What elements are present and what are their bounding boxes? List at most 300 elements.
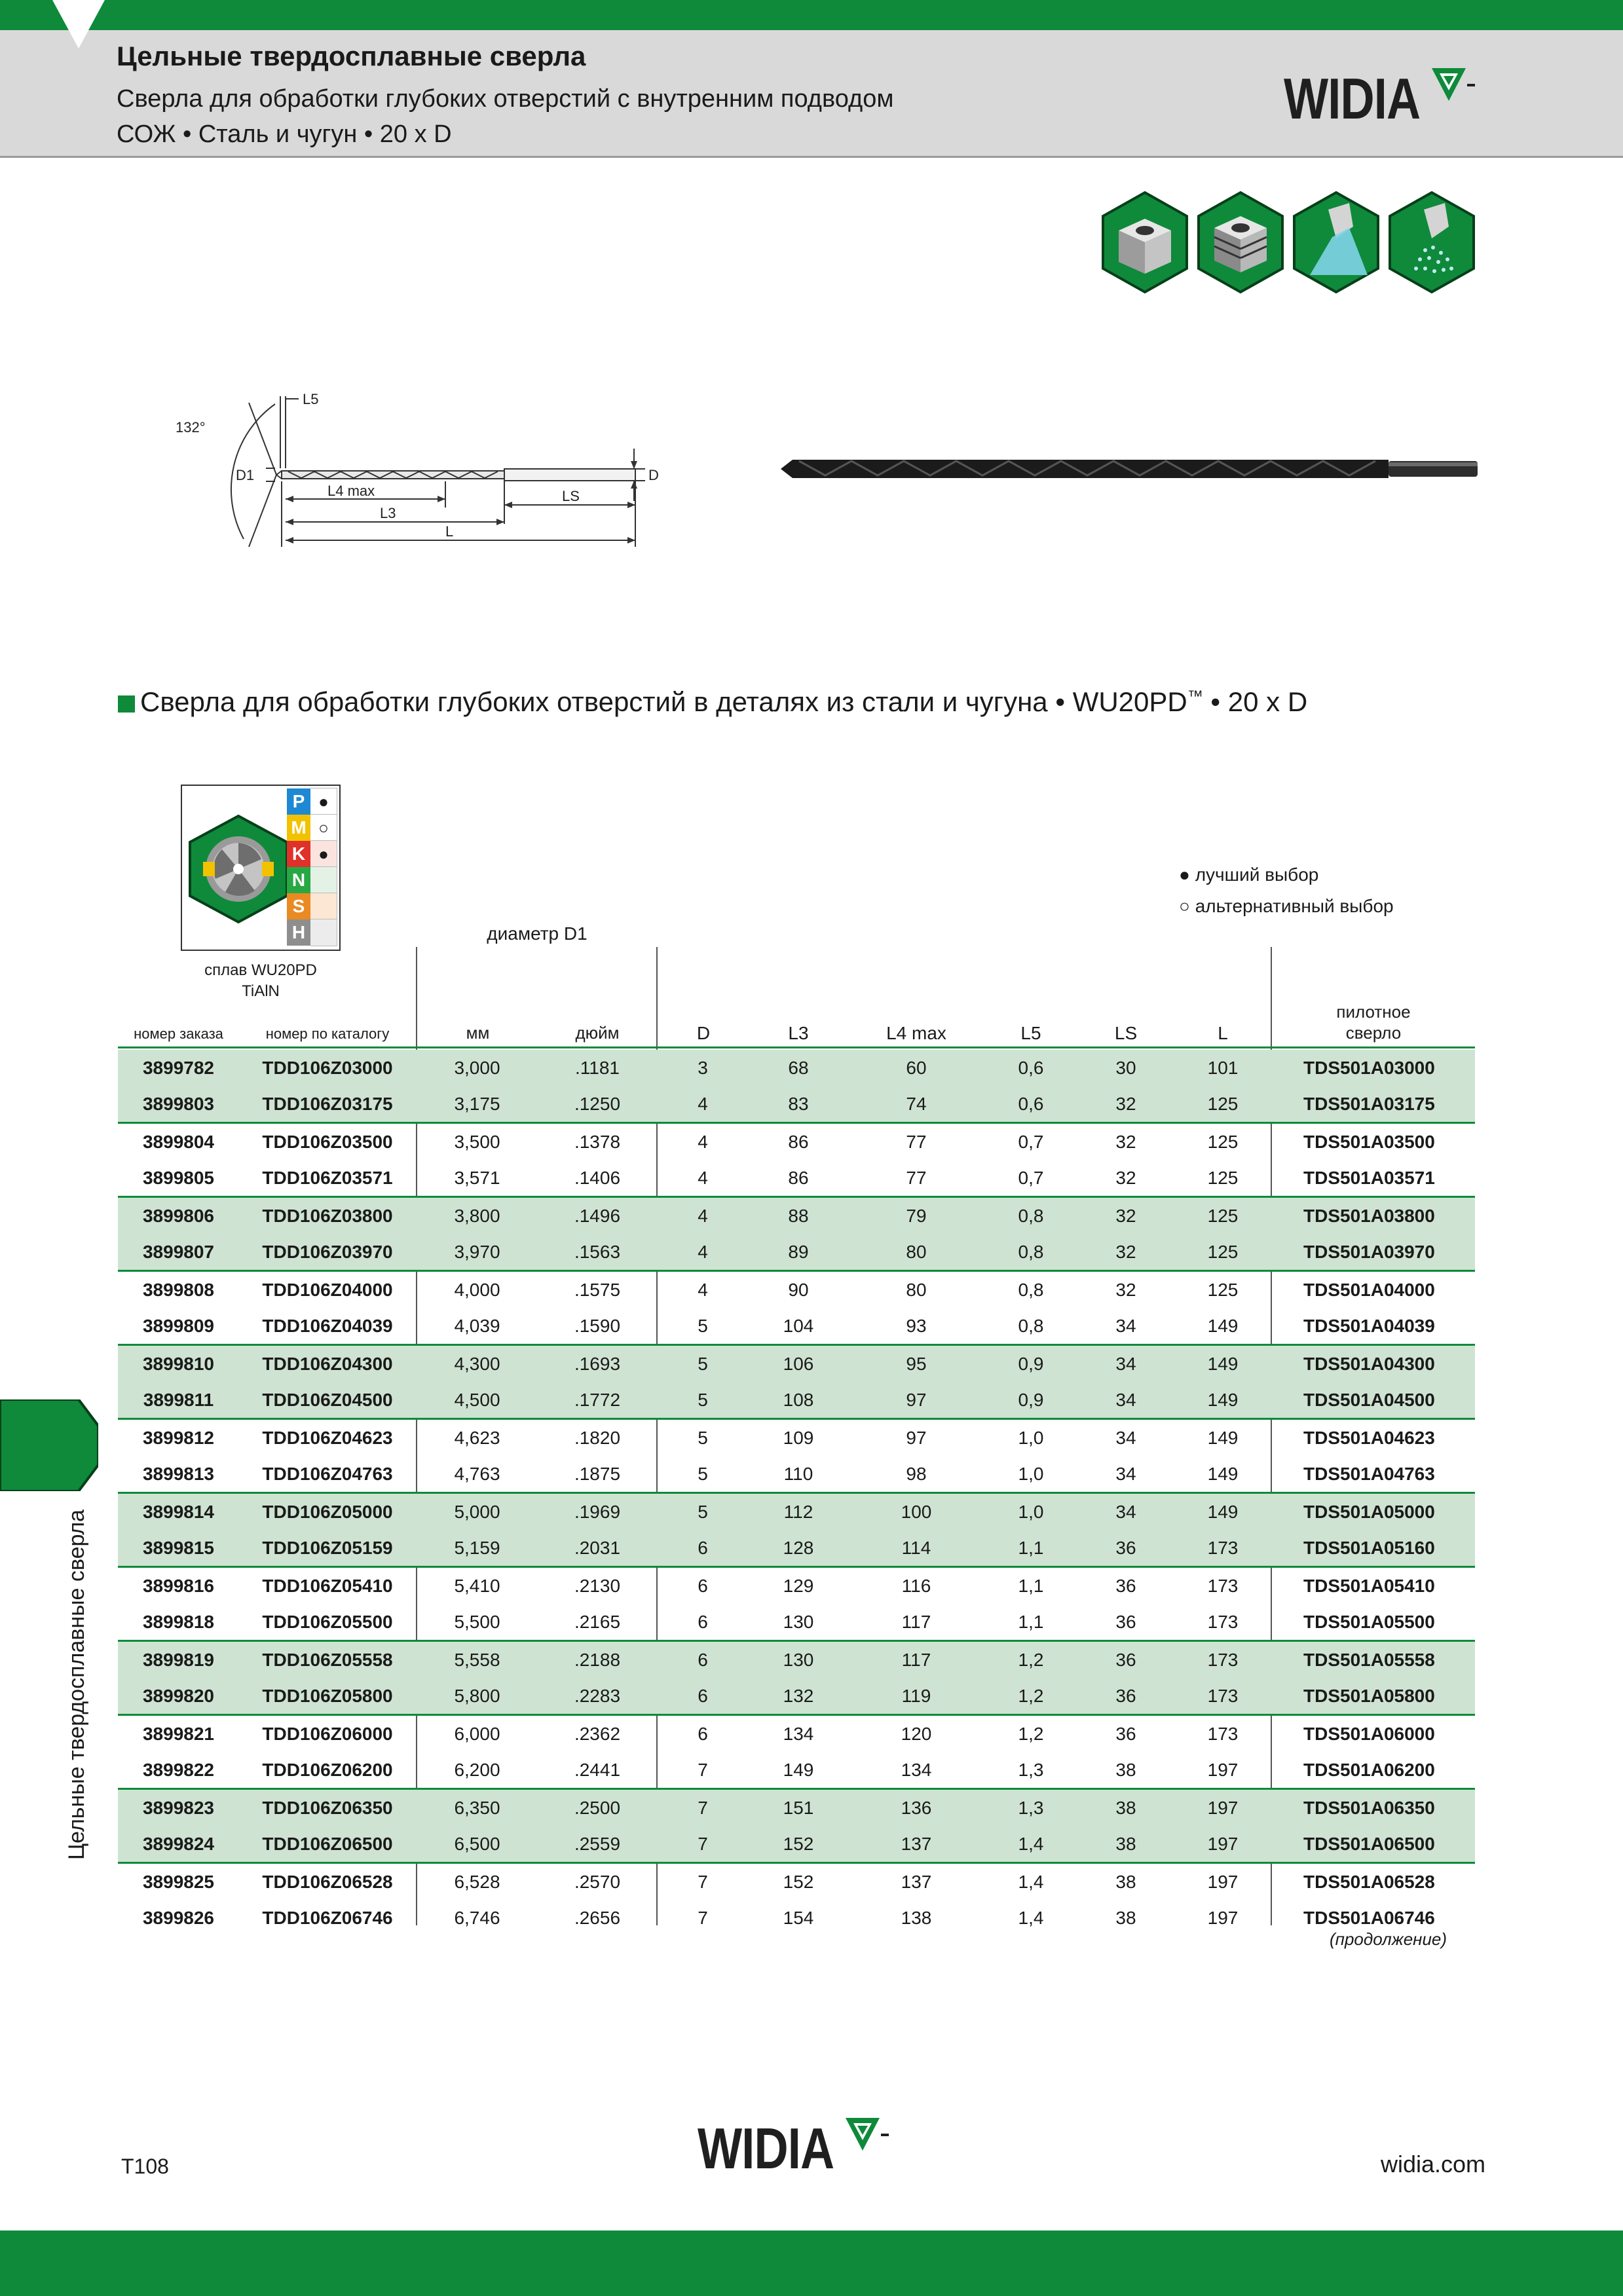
cell-diameter-inch: .1181 xyxy=(538,1050,656,1086)
cell-pilot-drill: TDS501A06000 xyxy=(1271,1715,1475,1752)
cell-catalog-number: TDD106Z06000 xyxy=(239,1715,416,1752)
cell-ls: 38 xyxy=(1077,1789,1175,1826)
cell-diameter-mm: 3,500 xyxy=(416,1123,538,1160)
cell-pilot-drill: TDS501A04623 xyxy=(1271,1419,1475,1456)
cell-l3: 104 xyxy=(783,1315,814,1336)
cell-diameter-mm: 6,528 xyxy=(416,1863,538,1900)
cell-d: 7 xyxy=(698,1907,708,1928)
cell-l3: 86 xyxy=(788,1167,809,1188)
cell-ls: 32 xyxy=(1077,1086,1175,1123)
cell-order-number: 3899819 xyxy=(118,1641,239,1678)
cell-l: 149 xyxy=(1175,1493,1271,1530)
iso-letter-h: H xyxy=(287,919,310,946)
cell-d: 6 xyxy=(656,1678,749,1715)
cell-l5: 1,1 xyxy=(985,1567,1077,1604)
cell-d: 5 xyxy=(656,1382,749,1419)
cell-ls: 32 xyxy=(1077,1197,1175,1234)
footer-brand-name: WIDIA xyxy=(698,2116,834,2181)
cell-l4max: 119 xyxy=(848,1678,985,1715)
iso-mark-k: ● xyxy=(310,840,337,868)
cell-diameter-mm: 6,746 xyxy=(454,1907,500,1928)
col-l3: L3 xyxy=(788,1023,809,1043)
cell-l3: 68 xyxy=(749,1050,848,1086)
col-inch: дюйм xyxy=(575,1023,620,1043)
col-catalog-number: номер по каталогу xyxy=(265,1026,390,1042)
diagram-ls-label: LS xyxy=(562,488,580,504)
cell-diameter-inch: .1496 xyxy=(538,1197,656,1234)
cell-diameter-inch: .1772 xyxy=(538,1382,656,1419)
cell-catalog-number: TDD106Z03000 xyxy=(239,1050,416,1086)
header-subtitle-line1: Сверла для обработки глубоких отверстий с внутренним подводом xyxy=(117,85,894,113)
cell-d: 4 xyxy=(656,1086,749,1123)
bottom-green-band xyxy=(0,2231,1623,2296)
cell-order-number: 3899818 xyxy=(142,1611,214,1632)
col-l5: L5 xyxy=(1020,1023,1041,1043)
cell-l4max: 116 xyxy=(848,1567,985,1604)
table-row xyxy=(118,1456,1475,1493)
cell-l3: 89 xyxy=(749,1234,848,1271)
col-order-number: номер заказа xyxy=(134,1026,223,1042)
cell-l4max: 95 xyxy=(848,1345,985,1382)
cell-ls: 36 xyxy=(1077,1530,1175,1567)
cell-order-number: 3899807 xyxy=(118,1234,239,1271)
cell-pilot-drill: TDS501A04300 xyxy=(1271,1345,1475,1382)
legend-alternative-label: альтернативный выбор xyxy=(1195,896,1394,916)
cell-catalog-number: TDD106Z05000 xyxy=(239,1493,416,1530)
cell-d: 6 xyxy=(656,1641,749,1678)
legend-alternative xyxy=(1179,896,1394,917)
cell-l4max: 60 xyxy=(848,1050,985,1086)
cell-order-number: 3899822 xyxy=(142,1759,214,1780)
cell-diameter-mm: 4,623 xyxy=(416,1419,538,1456)
cell-d: 5 xyxy=(698,1315,708,1336)
cell-l3: 108 xyxy=(749,1382,848,1419)
cell-l5: 1,2 xyxy=(985,1641,1077,1678)
cell-l: 173 xyxy=(1175,1530,1271,1567)
cell-d: 4 xyxy=(656,1234,749,1271)
cell-l5: 0,7 xyxy=(985,1123,1077,1160)
cell-diameter-mm: 3,175 xyxy=(416,1086,538,1123)
cell-l: 149 xyxy=(1175,1345,1271,1382)
cell-l5: 0,8 xyxy=(985,1197,1077,1234)
cell-l5: 1,0 xyxy=(985,1493,1077,1530)
cell-catalog-number: TDD106Z05410 xyxy=(239,1567,416,1604)
iso-mark-h xyxy=(310,919,337,946)
cell-ls: 34 xyxy=(1077,1493,1175,1530)
iso-letter-n: N xyxy=(287,867,310,894)
cell-diameter-mm: 5,159 xyxy=(416,1530,538,1567)
table-row xyxy=(118,1752,1475,1789)
cell-l5: 1,4 xyxy=(985,1863,1077,1900)
cell-diameter-inch: .1563 xyxy=(538,1234,656,1271)
diagram-l3-label: L3 xyxy=(380,505,396,521)
cell-l5: 1,0 xyxy=(1018,1463,1044,1484)
diameter-group-header: диаметр D1 xyxy=(487,923,588,944)
cell-l: 101 xyxy=(1175,1050,1271,1086)
cell-ls: 34 xyxy=(1115,1315,1136,1336)
cell-l: 173 xyxy=(1207,1611,1239,1632)
diagram-l-label: L xyxy=(445,523,454,540)
cell-diameter-mm: 4,300 xyxy=(416,1345,538,1382)
col-l: L xyxy=(1218,1023,1228,1043)
cell-l4max: 120 xyxy=(848,1715,985,1752)
cell-d: 6 xyxy=(656,1567,749,1604)
table-row xyxy=(118,1086,1475,1123)
page-number: T108 xyxy=(121,2155,169,2178)
cell-l4max: 79 xyxy=(848,1197,985,1234)
col-pilot-line2: сверло xyxy=(1345,1023,1402,1043)
cell-l: 149 xyxy=(1175,1419,1271,1456)
cell-order-number: 3899805 xyxy=(142,1167,214,1188)
cell-l3: 88 xyxy=(749,1197,848,1234)
cell-ls: 30 xyxy=(1077,1050,1175,1086)
cell-order-number: 3899804 xyxy=(118,1123,239,1160)
cell-diameter-inch: .1575 xyxy=(538,1271,656,1308)
cell-l5: 1,2 xyxy=(985,1715,1077,1752)
cell-l: 125 xyxy=(1175,1234,1271,1271)
cell-diameter-mm: 3,800 xyxy=(416,1197,538,1234)
cell-d: 3 xyxy=(656,1050,749,1086)
cell-d: 7 xyxy=(698,1759,708,1780)
cell-pilot-drill: TDS501A04039 xyxy=(1303,1315,1435,1336)
cell-d: 7 xyxy=(656,1863,749,1900)
cell-order-number: 3899782 xyxy=(118,1050,239,1086)
cell-pilot-drill: TDS501A03000 xyxy=(1271,1050,1475,1086)
cell-pilot-drill: TDS501A06746 xyxy=(1303,1907,1435,1928)
diagram-l5-label: L5 xyxy=(303,391,319,407)
table-row xyxy=(118,1234,1475,1271)
cell-pilot-drill: TDS501A06500 xyxy=(1271,1826,1475,1863)
cell-pilot-drill: TDS501A03500 xyxy=(1271,1123,1475,1160)
cell-ls: 34 xyxy=(1077,1382,1175,1419)
cell-l4max: 137 xyxy=(848,1826,985,1863)
cell-order-number: 3899825 xyxy=(118,1863,239,1900)
cell-ls: 38 xyxy=(1115,1759,1136,1780)
table-row xyxy=(118,1271,1475,1308)
cell-ls: 36 xyxy=(1077,1641,1175,1678)
cell-ls: 34 xyxy=(1115,1463,1136,1484)
cell-l: 149 xyxy=(1207,1463,1239,1484)
cell-l5: 1,1 xyxy=(1018,1611,1044,1632)
iso-mark-s xyxy=(310,893,337,920)
cell-diameter-mm: 6,200 xyxy=(454,1759,500,1780)
table-row xyxy=(118,1604,1475,1641)
cell-l: 149 xyxy=(1175,1382,1271,1419)
cell-l5: 0,6 xyxy=(985,1050,1077,1086)
cell-l5: 0,9 xyxy=(985,1382,1077,1419)
internal-coolant-icon xyxy=(1290,190,1382,295)
table-row xyxy=(118,1678,1475,1715)
drill-tip-hexagon-icon xyxy=(186,813,291,925)
cell-l3: 154 xyxy=(783,1907,814,1928)
stacked-plates-icon xyxy=(1195,190,1286,295)
cell-d: 4 xyxy=(656,1197,749,1234)
cell-diameter-mm: 4,763 xyxy=(454,1463,500,1484)
cell-order-number: 3899808 xyxy=(118,1271,239,1308)
iso-mark-p: ● xyxy=(310,788,337,815)
footer-brand-logo xyxy=(698,2115,894,2181)
table-row xyxy=(118,1493,1475,1530)
cell-catalog-number: TDD106Z03571 xyxy=(262,1167,393,1188)
iso-row-k xyxy=(287,841,337,867)
cell-l: 197 xyxy=(1207,1907,1239,1928)
cell-l3: 134 xyxy=(749,1715,848,1752)
table-row xyxy=(118,1826,1475,1863)
cell-pilot-drill: TDS501A05160 xyxy=(1271,1530,1475,1567)
cell-d: 5 xyxy=(656,1493,749,1530)
cell-diameter-inch: .2031 xyxy=(538,1530,656,1567)
cell-order-number: 3899806 xyxy=(118,1197,239,1234)
cell-l3: 132 xyxy=(749,1678,848,1715)
iso-row-s xyxy=(287,893,337,919)
cell-l: 197 xyxy=(1175,1789,1271,1826)
cell-l4max: 93 xyxy=(906,1315,927,1336)
legend-best xyxy=(1179,864,1318,885)
cell-l4max: 114 xyxy=(848,1530,985,1567)
cell-l4max: 97 xyxy=(848,1419,985,1456)
cell-l: 125 xyxy=(1175,1271,1271,1308)
cell-diameter-mm: 5,500 xyxy=(454,1611,500,1632)
cell-catalog-number: TDD106Z06528 xyxy=(239,1863,416,1900)
through-hole-icon xyxy=(1099,190,1191,295)
cell-pilot-drill: TDS501A05000 xyxy=(1271,1493,1475,1530)
cell-diameter-inch: .1250 xyxy=(538,1086,656,1123)
cell-d: 6 xyxy=(656,1715,749,1752)
cell-l3: 151 xyxy=(749,1789,848,1826)
cell-l: 173 xyxy=(1175,1678,1271,1715)
cell-catalog-number: TDD106Z03970 xyxy=(239,1234,416,1271)
cell-l: 173 xyxy=(1175,1567,1271,1604)
diagram-d-label: D xyxy=(648,467,659,483)
table-row xyxy=(118,1197,1475,1234)
cell-l5: 1,0 xyxy=(985,1419,1077,1456)
cell-pilot-drill: TDS501A06200 xyxy=(1303,1759,1435,1780)
table-row xyxy=(118,1345,1475,1382)
cell-l4max: 137 xyxy=(848,1863,985,1900)
cell-diameter-mm: 5,800 xyxy=(416,1678,538,1715)
iso-material-grid xyxy=(287,788,337,946)
application-icons xyxy=(1099,190,1479,295)
cell-l4max: 74 xyxy=(848,1086,985,1123)
cell-diameter-inch: .2283 xyxy=(538,1678,656,1715)
cell-pilot-drill: TDS501A05410 xyxy=(1271,1567,1475,1604)
cell-order-number: 3899813 xyxy=(142,1463,214,1484)
cell-l3: 129 xyxy=(749,1567,848,1604)
header-rule xyxy=(118,1046,1475,1048)
cell-l3: 152 xyxy=(749,1826,848,1863)
iso-letter-m: M xyxy=(287,815,310,842)
diagram-l4max-label: L4 max xyxy=(327,483,375,499)
cell-l4max: 97 xyxy=(848,1382,985,1419)
cell-l3: 83 xyxy=(749,1086,848,1123)
table-row xyxy=(118,1863,1475,1900)
cell-d: 7 xyxy=(656,1826,749,1863)
table-row xyxy=(118,1123,1475,1160)
cell-l4max: 77 xyxy=(848,1123,985,1160)
cell-l5: 1,2 xyxy=(985,1678,1077,1715)
cell-d: 5 xyxy=(656,1419,749,1456)
cell-catalog-number: TDD106Z04000 xyxy=(239,1271,416,1308)
cell-l3: 152 xyxy=(749,1863,848,1900)
widia-triangle-logo-icon xyxy=(1429,65,1476,106)
cell-catalog-number: TDD106Z06200 xyxy=(262,1759,393,1780)
cell-d: 6 xyxy=(698,1611,708,1632)
cell-ls: 38 xyxy=(1077,1826,1175,1863)
cell-diameter-inch: .1875 xyxy=(574,1463,621,1484)
cell-diameter-inch: .2570 xyxy=(538,1863,656,1900)
cell-catalog-number: TDD106Z06746 xyxy=(262,1907,393,1928)
cell-l: 197 xyxy=(1207,1759,1239,1780)
cell-diameter-inch: .2130 xyxy=(538,1567,656,1604)
cell-order-number: 3899809 xyxy=(142,1315,214,1336)
cell-diameter-inch: .1693 xyxy=(538,1345,656,1382)
cell-catalog-number: TDD106Z05558 xyxy=(239,1641,416,1678)
cell-order-number: 3899810 xyxy=(118,1345,239,1382)
cell-catalog-number: TDD106Z04300 xyxy=(239,1345,416,1382)
iso-mark-m: ○ xyxy=(310,814,337,842)
cell-l3: 106 xyxy=(749,1345,848,1382)
cell-diameter-mm: 3,970 xyxy=(416,1234,538,1271)
iso-row-n xyxy=(287,867,337,893)
header-brand-name: WIDIA xyxy=(1284,66,1421,131)
cell-order-number: 3899815 xyxy=(118,1530,239,1567)
cell-l5: 0,8 xyxy=(985,1271,1077,1308)
cell-l5: 0,6 xyxy=(985,1086,1077,1123)
cell-pilot-drill: TDS501A04500 xyxy=(1271,1382,1475,1419)
section-trademark: ™ xyxy=(1187,688,1203,705)
table-row xyxy=(118,1900,1475,1936)
cell-d: 5 xyxy=(656,1345,749,1382)
cell-pilot-drill: TDS501A05500 xyxy=(1303,1611,1435,1632)
cell-ls: 36 xyxy=(1077,1715,1175,1752)
cell-diameter-inch: .1590 xyxy=(574,1315,621,1336)
cell-ls: 34 xyxy=(1077,1345,1175,1382)
table-row xyxy=(118,1789,1475,1826)
cell-order-number: 3899820 xyxy=(118,1678,239,1715)
cell-l: 125 xyxy=(1175,1086,1271,1123)
cell-catalog-number: TDD106Z04500 xyxy=(239,1382,416,1419)
grade-icon-box xyxy=(181,785,341,951)
cell-l4max: 77 xyxy=(906,1167,927,1188)
cell-order-number: 3899814 xyxy=(118,1493,239,1530)
cell-l5: 0,7 xyxy=(1018,1167,1044,1188)
cell-l4max: 80 xyxy=(848,1234,985,1271)
header-subtitle-line2: СОЖ • Сталь и чугун • 20 x D xyxy=(117,120,452,148)
cell-l5: 0,8 xyxy=(1018,1315,1044,1336)
table-row xyxy=(118,1641,1475,1678)
cell-l5: 1,3 xyxy=(1018,1759,1044,1780)
cell-l: 197 xyxy=(1175,1863,1271,1900)
cell-order-number: 3899803 xyxy=(118,1086,239,1123)
cell-catalog-number: TDD106Z06500 xyxy=(239,1826,416,1863)
grade-coating-label: TiAlN xyxy=(242,982,280,1000)
section-title-suffix: • 20 x D xyxy=(1203,686,1308,717)
cell-diameter-inch: .2165 xyxy=(574,1611,621,1632)
cell-d: 7 xyxy=(656,1789,749,1826)
mist-coolant-icon xyxy=(1386,190,1478,295)
drill-table xyxy=(118,1050,1475,1936)
cell-diameter-inch: .1406 xyxy=(574,1167,621,1188)
cell-catalog-number: TDD106Z05500 xyxy=(262,1611,393,1632)
cell-diameter-mm: 5,558 xyxy=(416,1641,538,1678)
cell-ls: 32 xyxy=(1115,1167,1136,1188)
footer-url: widia.com xyxy=(1381,2151,1486,2177)
table-row xyxy=(118,1567,1475,1604)
cell-diameter-mm: 3,000 xyxy=(416,1050,538,1086)
cell-ls: 38 xyxy=(1077,1863,1175,1900)
table-row xyxy=(118,1419,1475,1456)
cell-diameter-inch: .1969 xyxy=(538,1493,656,1530)
cell-l3: 86 xyxy=(749,1123,848,1160)
cell-order-number: 3899823 xyxy=(118,1789,239,1826)
cell-l: 173 xyxy=(1175,1641,1271,1678)
cell-pilot-drill: TDS501A05800 xyxy=(1271,1678,1475,1715)
cell-catalog-number: TDD106Z06350 xyxy=(239,1789,416,1826)
cell-l: 125 xyxy=(1175,1197,1271,1234)
cell-d: 4 xyxy=(656,1123,749,1160)
cell-l3: 130 xyxy=(749,1641,848,1678)
cell-l3: 90 xyxy=(749,1271,848,1308)
cell-d: 6 xyxy=(656,1530,749,1567)
cell-ls: 32 xyxy=(1077,1123,1175,1160)
cell-l3: 109 xyxy=(749,1419,848,1456)
cell-diameter-mm: 4,039 xyxy=(454,1315,500,1336)
grade-alloy-label: сплав WU20PD xyxy=(204,961,317,979)
cell-diameter-inch: .2441 xyxy=(574,1759,621,1780)
cell-diameter-mm: 3,571 xyxy=(454,1167,500,1188)
drill-product-image xyxy=(773,449,1480,489)
cell-l: 173 xyxy=(1175,1715,1271,1752)
side-section-tab xyxy=(0,1399,98,1491)
corner-notch xyxy=(52,0,105,48)
legend-best-label: лучший выбор xyxy=(1195,864,1319,885)
header-title: Цельные твердосплавные сверла xyxy=(117,41,586,71)
cell-catalog-number: TDD106Z04763 xyxy=(262,1463,393,1484)
cell-l5: 0,9 xyxy=(985,1345,1077,1382)
cell-order-number: 3899812 xyxy=(118,1419,239,1456)
cell-l5: 0,8 xyxy=(985,1234,1077,1271)
table-row xyxy=(118,1715,1475,1752)
header-brand-logo xyxy=(1284,65,1480,131)
cell-l4max: 138 xyxy=(901,1907,932,1928)
cell-diameter-inch: .2559 xyxy=(538,1826,656,1863)
cell-pilot-drill: TDS501A03970 xyxy=(1271,1234,1475,1271)
iso-mark-n xyxy=(310,866,337,894)
cell-l5: 1,3 xyxy=(985,1789,1077,1826)
iso-row-h xyxy=(287,919,337,946)
cell-diameter-mm: 6,350 xyxy=(416,1789,538,1826)
cell-catalog-number: TDD106Z03800 xyxy=(239,1197,416,1234)
section-bullet xyxy=(118,695,135,713)
cell-ls: 36 xyxy=(1077,1567,1175,1604)
diagram-d1-label: D1 xyxy=(236,467,255,483)
table-row xyxy=(118,1308,1475,1345)
cell-pilot-drill: TDS501A04000 xyxy=(1271,1271,1475,1308)
col-l4max: L4 max xyxy=(886,1023,946,1043)
cell-diameter-mm: 4,500 xyxy=(416,1382,538,1419)
cell-order-number: 3899821 xyxy=(118,1715,239,1752)
iso-letter-s: S xyxy=(287,893,310,920)
cell-order-number: 3899816 xyxy=(118,1567,239,1604)
cell-l4max: 100 xyxy=(848,1493,985,1530)
cell-l4max: 117 xyxy=(848,1641,985,1678)
cell-ls: 32 xyxy=(1077,1271,1175,1308)
table-row xyxy=(118,1050,1475,1086)
cell-catalog-number: TDD106Z05800 xyxy=(239,1678,416,1715)
diagram-angle-label: 132° xyxy=(176,419,206,435)
cell-diameter-mm: 5,000 xyxy=(416,1493,538,1530)
cell-diameter-inch: .2188 xyxy=(538,1641,656,1678)
